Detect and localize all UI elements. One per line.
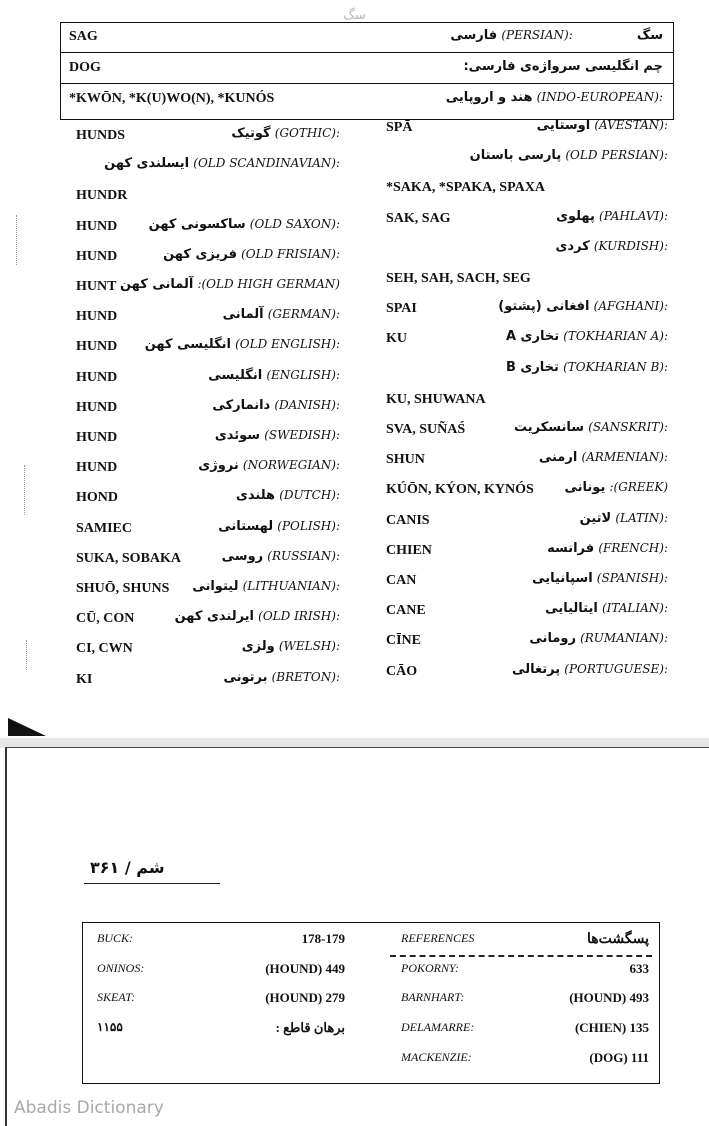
watermark-top: سگ <box>343 8 366 23</box>
entry-language-fa: فرانسه <box>547 540 595 556</box>
entry-language-fa: سانسکریت <box>514 420 585 435</box>
entry-language-fa: یونانی <box>564 480 606 496</box>
entry-language-en: (LATIN): <box>615 510 668 525</box>
entry-language-label <box>198 458 340 473</box>
entry-language-en: (TOKHARIAN A): <box>563 329 668 344</box>
entry-word: CŪ, CON <box>76 611 135 627</box>
entry-language-label <box>149 217 340 232</box>
entry-language-fa: آلمانی کهن <box>119 277 194 292</box>
entry-language-en: (DUTCH): <box>279 488 340 503</box>
entry-word: HUND <box>76 460 118 476</box>
ref-row <box>83 925 659 954</box>
entry-language-label <box>175 609 340 624</box>
entry-language-fa: ایرلندی کهن <box>174 609 254 625</box>
entry-language-fa: ارمنی <box>538 450 578 466</box>
entry-language-label <box>512 662 668 677</box>
entry-language-en: (RUMANIAN): <box>580 631 668 646</box>
entry-word: HUND <box>76 430 118 445</box>
entry-language-label <box>580 511 668 526</box>
entry-language-en: (KURDISH): <box>593 238 668 253</box>
entry-word: SUKA, SOBAKA <box>76 550 182 566</box>
entry-word: CAN <box>386 573 417 588</box>
ref-label: DELAMARRE: <box>401 1020 475 1034</box>
entry-language-en: (DANISH): <box>274 397 340 412</box>
entry-language-fa: تخاری B <box>505 359 559 375</box>
margin-mark <box>26 640 28 670</box>
entry-word: SEH, SAH, SACH, SEG <box>386 271 531 286</box>
entry-language-en: :(GREEK) <box>609 480 668 495</box>
references-dash-line <box>390 955 652 957</box>
header-label: چم انگلیسی سرواژه‌ی فارسی: <box>463 59 663 74</box>
entry-word: KÚŌN, KÝON, KYNÓS <box>386 482 534 498</box>
entry-word: HUND <box>76 339 118 355</box>
entry-language-en: (ARMENIAN): <box>581 450 668 465</box>
entry-language-en: (PAHLAVI): <box>599 208 668 223</box>
entry-word: CI, CWN <box>76 641 133 657</box>
entry-word: HUND <box>76 248 118 264</box>
header-word: SAG <box>69 29 98 44</box>
entry-language-label <box>120 277 340 292</box>
header-word: *KWŌN, *K(U)WO(N), *KUNÓS <box>69 91 275 106</box>
entry-language-en: (PORTUGUESE): <box>564 661 668 676</box>
entry-language-fa: پارسی باستان <box>469 148 562 164</box>
entry-language-fa: انگلیسی کهن <box>144 337 231 353</box>
ref-row <box>83 984 659 1013</box>
entry-word: SHUN <box>386 452 425 468</box>
entry-word: SPAI <box>386 301 417 317</box>
entry-language-fa: اسپانیایی <box>532 571 593 586</box>
ref-row <box>83 1044 659 1073</box>
entry-language-en: (WELSH): <box>278 639 340 654</box>
header-row-pie <box>61 85 673 114</box>
entry-language-label <box>565 480 668 495</box>
header-label: فارسی (PERSIAN): سگ <box>450 28 663 43</box>
entry-word: *SAKA, *SPAKA, SPAXA <box>386 180 545 196</box>
entry-language-label <box>498 299 668 314</box>
entry-language-en: (OLD IRISH): <box>258 609 340 624</box>
entry-language-fa: دانمارکی <box>212 397 271 413</box>
page-corner-shape <box>8 718 46 736</box>
entry-language-en: (TOKHARIAN B): <box>563 359 668 374</box>
entry-language-label <box>218 519 340 534</box>
entry-word: HUND <box>76 369 118 385</box>
entry-language-en: (GOTHIC): <box>274 126 340 140</box>
entry-language-en: (OLD FRISIAN): <box>241 246 340 261</box>
entry-language-en: (OLD ENGLISH): <box>235 337 340 352</box>
entry-word: SAMIEC <box>76 520 133 536</box>
header-row-english <box>61 54 673 84</box>
entry-language-label <box>231 126 340 141</box>
entry-word: CANE <box>386 603 426 619</box>
references-box <box>82 922 660 1084</box>
entry-language-en: (AFGHANI): <box>593 299 668 314</box>
entry-language-fa: پهلوی <box>556 208 595 224</box>
entry-language-fa: آلمانی <box>222 307 264 323</box>
entry-word: CĀO <box>386 663 418 679</box>
header-word: DOG <box>69 60 101 75</box>
ref-value: (CHIEN) 135 <box>574 1020 649 1035</box>
entry-language-fa: برتونی <box>223 669 268 685</box>
entry-word: HUND <box>76 309 118 325</box>
entry-language-label <box>506 329 668 344</box>
ref-label: MACKENZIE: <box>401 1050 472 1064</box>
entry-language-fa: ولزی <box>241 639 275 655</box>
entry-language-fa: انگلیسی <box>208 367 263 383</box>
entry-language-label <box>555 239 668 254</box>
entry-language-label <box>236 488 340 503</box>
ref-value: (HOUND) 449 <box>265 961 345 976</box>
entry-language-fa: روسی <box>221 548 264 564</box>
entry-language-en: (GERMAN): <box>267 307 340 322</box>
watermark-bottom: Abadis Dictionary <box>14 1098 164 1118</box>
entry-language-fa: لیتوانی <box>192 579 239 594</box>
entry-word: CANIS <box>386 512 430 528</box>
entry-language-fa: سوئدی <box>214 428 261 443</box>
entry-language-fa: ایسلندی کهن <box>104 156 190 172</box>
ref-value: (HOUND) 279 <box>265 990 345 1005</box>
entry-word: SVA, SUÑAŚ <box>386 422 466 437</box>
entry-language-label <box>223 307 340 322</box>
ref-label: ONINOS: <box>97 961 145 975</box>
entry-language-fa: گوتیک <box>231 126 271 141</box>
entry-language-en: (ITALIAN): <box>601 601 668 616</box>
entry-language-label <box>539 450 668 465</box>
page-edge <box>5 747 709 748</box>
entry-word: SHUŌ, SHUNS <box>76 581 170 596</box>
entry-language-en: (NORWEGIAN): <box>242 458 340 473</box>
entry-language-en: :(OLD HIGH GERMAN) <box>197 277 340 291</box>
entry-language-en: (SWEDISH): <box>264 428 340 442</box>
entry-word: KU <box>386 331 407 347</box>
entry-language-fa: تخاری A <box>505 329 560 345</box>
entry-language-label <box>506 360 668 375</box>
entry-language-label <box>545 601 668 616</box>
ref-value: (DOG) 111 <box>589 1050 649 1065</box>
entry-language-label <box>242 639 340 654</box>
ref-value: 178-179 <box>301 931 345 946</box>
entry-language-fa: لاتین <box>579 510 612 526</box>
ref-label: POKORNY: <box>401 961 459 975</box>
entry-language-label <box>208 368 340 383</box>
entry-language-label <box>223 670 340 685</box>
entry-language-label <box>222 549 340 564</box>
entry-language-en: (OLD SCANDINAVIAN): <box>193 156 340 171</box>
entry-language-label <box>145 337 340 352</box>
ref-label: BARNHART: <box>401 990 465 1004</box>
entry-language-label <box>537 118 668 133</box>
entry-language-label <box>529 631 668 646</box>
margin-mark <box>16 215 18 265</box>
ref-value: (HOUND) 493 <box>569 990 649 1005</box>
ref-value: 633 <box>629 961 649 976</box>
entry-word: KU, SHUWANA <box>386 391 486 407</box>
page-number-underline <box>84 883 220 884</box>
entry-language-label <box>547 541 668 556</box>
entry-language-en: (SPANISH): <box>596 571 668 585</box>
page-edge <box>5 748 7 1126</box>
ref-label: ۱۱۵۵ <box>97 1020 123 1034</box>
entry-word: SAK, SAG <box>386 210 451 226</box>
page-number: شم / ۳۶۱ <box>90 858 165 877</box>
entry-language-label <box>192 579 340 594</box>
entry-language-label <box>212 398 340 413</box>
entry-language-label <box>470 148 668 163</box>
references-header-fa: پسگشت‌ها <box>586 932 649 947</box>
entry-language-label <box>532 571 668 586</box>
entry-language-fa: نروژی <box>198 458 239 474</box>
entry-word: HUNDR <box>76 188 128 204</box>
entry-language-fa: ایتالیایی <box>545 601 598 617</box>
entry-word: HOND <box>76 490 118 506</box>
entry-language-label <box>514 420 668 435</box>
entry-language-label <box>163 247 340 262</box>
entry-language-en: (LITHUANIAN): <box>242 579 340 593</box>
references-header: REFERENCES <box>401 931 475 945</box>
entry-language-fa: فریزی کهن <box>163 246 237 262</box>
entry-word: HUNDS <box>76 128 126 143</box>
margin-mark <box>24 465 26 515</box>
header-box <box>60 22 674 120</box>
entry-language-fa: ساکسونی کهن <box>148 216 246 232</box>
entry-language-en: (FRENCH): <box>598 540 668 555</box>
entry-language-fa: هلندی <box>236 488 276 504</box>
header-row-persian <box>61 23 673 53</box>
entry-language-label <box>215 428 340 443</box>
entry-language-en: (SANSKRIT): <box>588 420 668 434</box>
ref-label: SKEAT: <box>97 990 136 1004</box>
entry-language-en: (ENGLISH): <box>266 367 340 382</box>
entry-word: CHIEN <box>386 542 432 558</box>
ref-row <box>83 955 659 984</box>
ref-label: BUCK: <box>97 931 133 945</box>
header-label: هند و اروپایی (INDO-EUROPEAN): <box>445 90 663 105</box>
entry-language-label <box>104 156 340 171</box>
ref-value: برهان قاطع : <box>275 1020 345 1035</box>
entry-language-fa: اوستایی <box>536 118 591 133</box>
entry-language-fa: کردی <box>555 238 590 254</box>
entry-language-en: (POLISH): <box>277 518 340 533</box>
entry-word: KI <box>76 671 93 687</box>
entry-language-en: (RUSSIAN): <box>267 548 340 563</box>
entry-language-en: (OLD SAXON): <box>249 216 340 231</box>
entry-language-fa: رومانی <box>529 631 576 647</box>
entry-language-fa: افغانی (پشتو) <box>498 299 590 315</box>
ref-row <box>83 1014 659 1043</box>
entry-word: HUND <box>76 399 118 415</box>
entry-word: HUND <box>76 218 118 234</box>
entry-language-fa: لهستانی <box>218 518 274 534</box>
entry-word: SPĀ <box>386 120 413 135</box>
entry-language-fa: پرتغالی <box>512 661 561 677</box>
entry-language-label <box>556 209 668 224</box>
entry-language-en: (BRETON): <box>271 669 340 684</box>
entry-language-en: (OLD PERSIAN): <box>565 148 668 163</box>
entry-word: HUNT <box>76 279 117 294</box>
entry-word: CĪNE <box>386 633 422 649</box>
entry-language-en: (AVESTAN): <box>594 118 668 132</box>
